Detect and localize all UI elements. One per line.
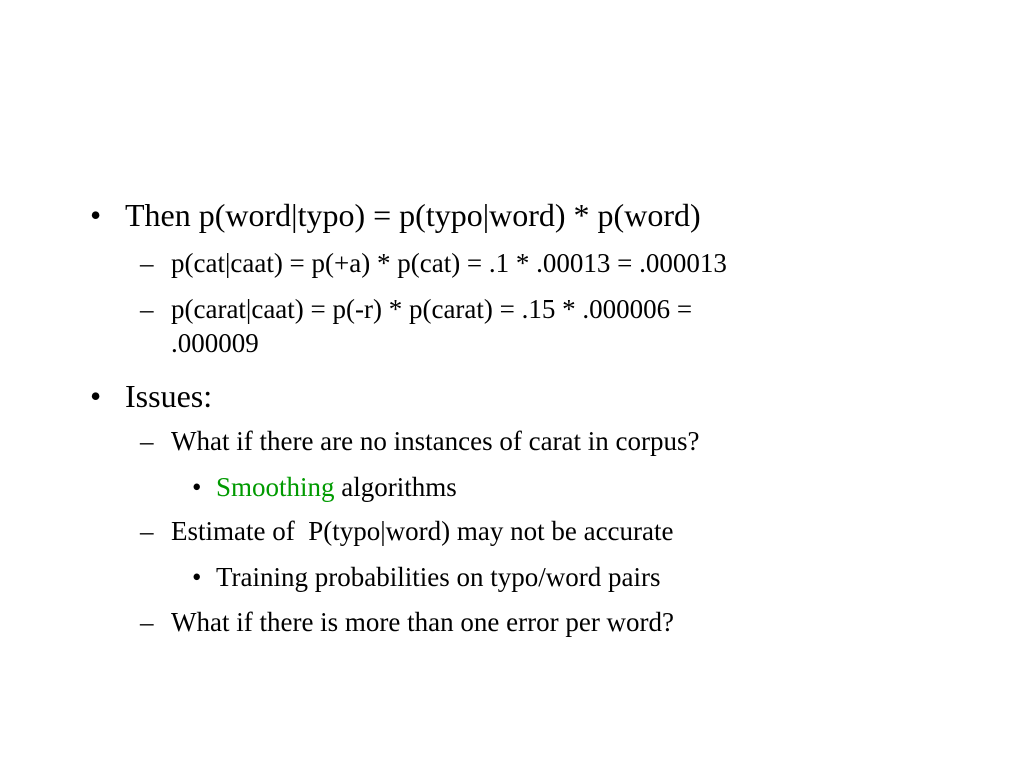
dash-marker: – bbox=[140, 516, 154, 546]
bullet-1-text: Then p(word|typo) = p(typo|word) * p(word) bbox=[125, 197, 701, 233]
bullet-marker: • bbox=[90, 197, 102, 233]
sub-item-no-instances: What if there are no instances of carat in corpus? bbox=[171, 426, 700, 456]
dash-marker: – bbox=[140, 607, 154, 637]
bullet-2-text: Issues: bbox=[125, 378, 213, 414]
sub-sub-item-training: Training probabilities on typo/word pairs bbox=[216, 562, 661, 592]
bullet-marker: • bbox=[192, 472, 202, 502]
bullet-marker: • bbox=[90, 378, 102, 414]
sub-item-estimate: Estimate of P(typo|word) may not be accurate bbox=[171, 516, 674, 546]
dash-marker: – bbox=[140, 426, 154, 456]
sub-item-carat-caat-continuation: .000009 bbox=[171, 328, 259, 358]
sub-sub-item-smoothing bbox=[216, 474, 457, 501]
sub-item-more-than-one-error: What if there is more than one error per word? bbox=[171, 607, 675, 637]
bullet-marker: • bbox=[192, 562, 202, 592]
sub-item-carat-caat: p(carat|caat) = p(-r) * p(carat) = .15 * .000006 = bbox=[171, 294, 693, 324]
dash-marker: – bbox=[140, 294, 154, 324]
smoothing-highlight: Smoothing bbox=[216, 472, 335, 502]
sub-item-cat-caat: p(cat|caat) = p(+a) * p(cat) = .1 * .00013 = .000013 bbox=[171, 248, 727, 278]
dash-marker: – bbox=[140, 248, 154, 278]
smoothing-rest: algorithms bbox=[341, 472, 457, 502]
